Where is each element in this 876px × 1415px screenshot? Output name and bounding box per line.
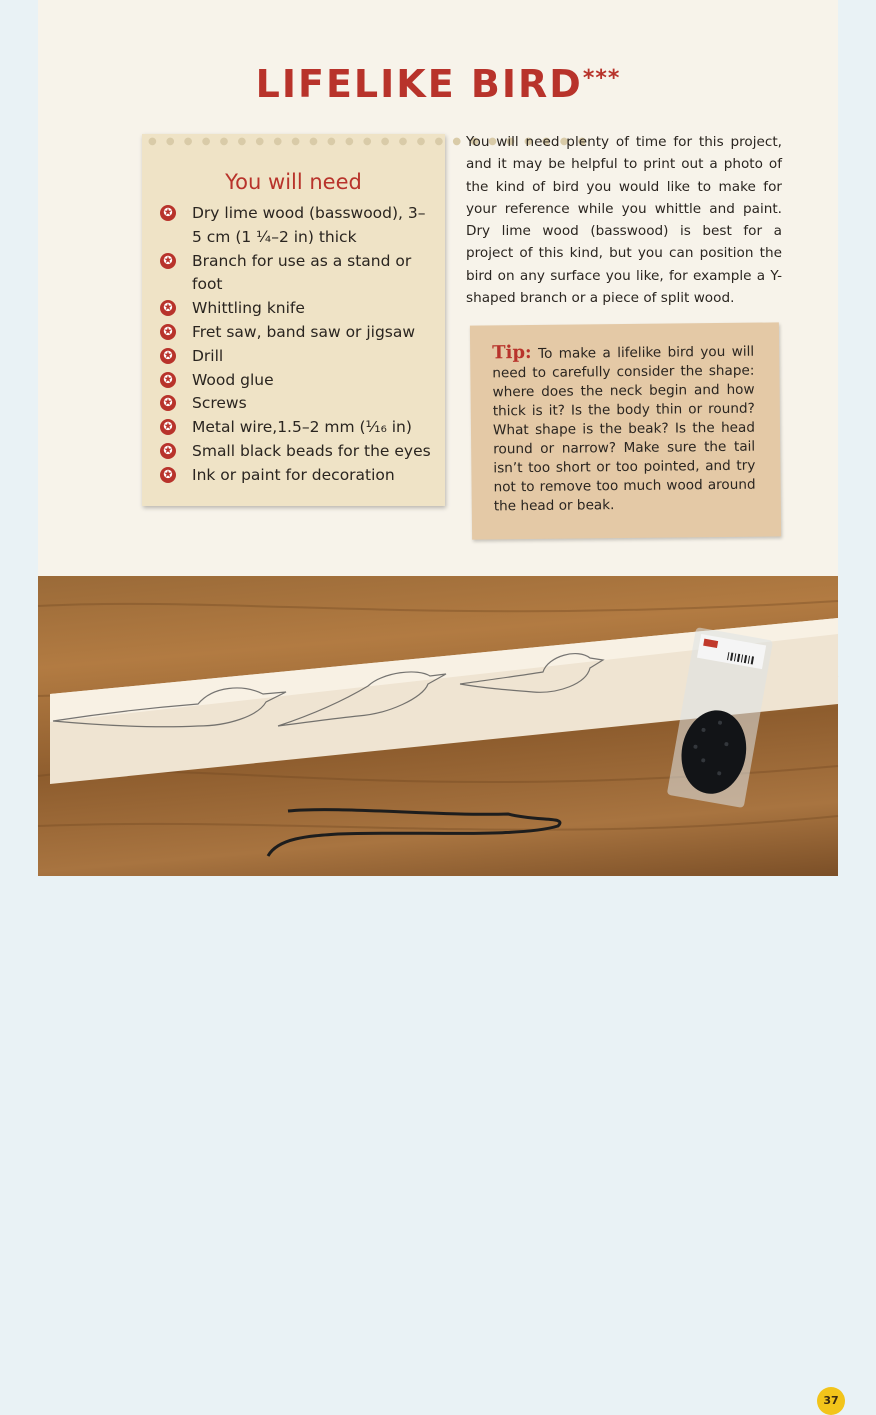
list-item	[160, 369, 435, 393]
star-bullet-icon: ✪	[160, 253, 176, 269]
list-item-text: Ink or paint for decoration	[192, 465, 395, 484]
list-item-text: Small black beads for the eyes	[192, 441, 431, 460]
list-item-text: Metal wire,1.5–2 mm (¹⁄₁₆ in)	[192, 418, 412, 437]
page-title	[0, 62, 876, 106]
materials-heading: You will need	[225, 170, 362, 194]
wood-blank-and-beads-illustration	[38, 576, 838, 876]
list-item	[160, 464, 435, 488]
tip-paragraph	[492, 341, 756, 517]
star-bullet-icon: ✪	[160, 467, 176, 483]
star-bullet-icon: ✪	[160, 395, 176, 411]
star-bullet-icon: ✪	[160, 419, 176, 435]
intro-paragraph: You will need plenty of time for this project, and it may be helpful to print out a photo of the kind of bird you would like to make for your reference while you whittle and paint. Dry lime wood (basswood) is best for a project of this kind, but you can position the bird on any surface you like, for example a Y-shaped branch or a piece of split wood.	[466, 134, 782, 307]
list-item-text: Dry lime wood (basswood), 3–5 cm (1 ¼–2 in) thick	[192, 204, 426, 246]
list-item-text: Drill	[192, 346, 224, 365]
title-text: LIFELIKE BIRD	[255, 62, 583, 106]
page-number: 37	[817, 1387, 845, 1415]
list-item	[160, 392, 435, 416]
tip-text: To make a lifelike bird you will need to carefully consider the shape: where does the neck begin and how thick is it? Is the body thin or round? What shape is the beak? Is the head round or narrow? Make sure the tail isn’t too short or too pointed, and try not to remove too much wood around the head or beak.	[492, 343, 756, 515]
list-item	[160, 321, 435, 345]
star-bullet-icon: ✪	[160, 372, 176, 388]
star-bullet-icon: ✪	[160, 205, 176, 221]
list-item	[160, 345, 435, 369]
note-perforation: ● ● ● ● ● ● ● ● ● ● ● ● ● ● ● ● ● ● ● ● ● ● ● ● ●	[148, 136, 590, 147]
tip-label: Tip:	[492, 341, 532, 364]
list-item-text: Whittling knife	[192, 299, 305, 318]
list-item	[160, 440, 435, 464]
project-photo	[38, 576, 839, 1407]
difficulty-stars: ***	[582, 66, 621, 91]
list-item	[160, 416, 435, 440]
list-item	[160, 297, 435, 321]
list-item-text: Screws	[192, 394, 247, 413]
list-item-text: Branch for use as a stand or foot	[192, 251, 412, 294]
star-bullet-icon: ✪	[160, 300, 176, 316]
star-bullet-icon: ✪	[160, 348, 176, 364]
tip-note	[470, 322, 781, 539]
list-item	[160, 250, 435, 298]
list-item-text: Fret saw, band saw or jigsaw	[192, 322, 416, 341]
star-bullet-icon: ✪	[160, 324, 176, 340]
star-bullet-icon: ✪	[160, 443, 176, 459]
list-item-text: Wood glue	[192, 370, 274, 389]
materials-list	[160, 202, 435, 488]
list-item	[160, 202, 435, 250]
